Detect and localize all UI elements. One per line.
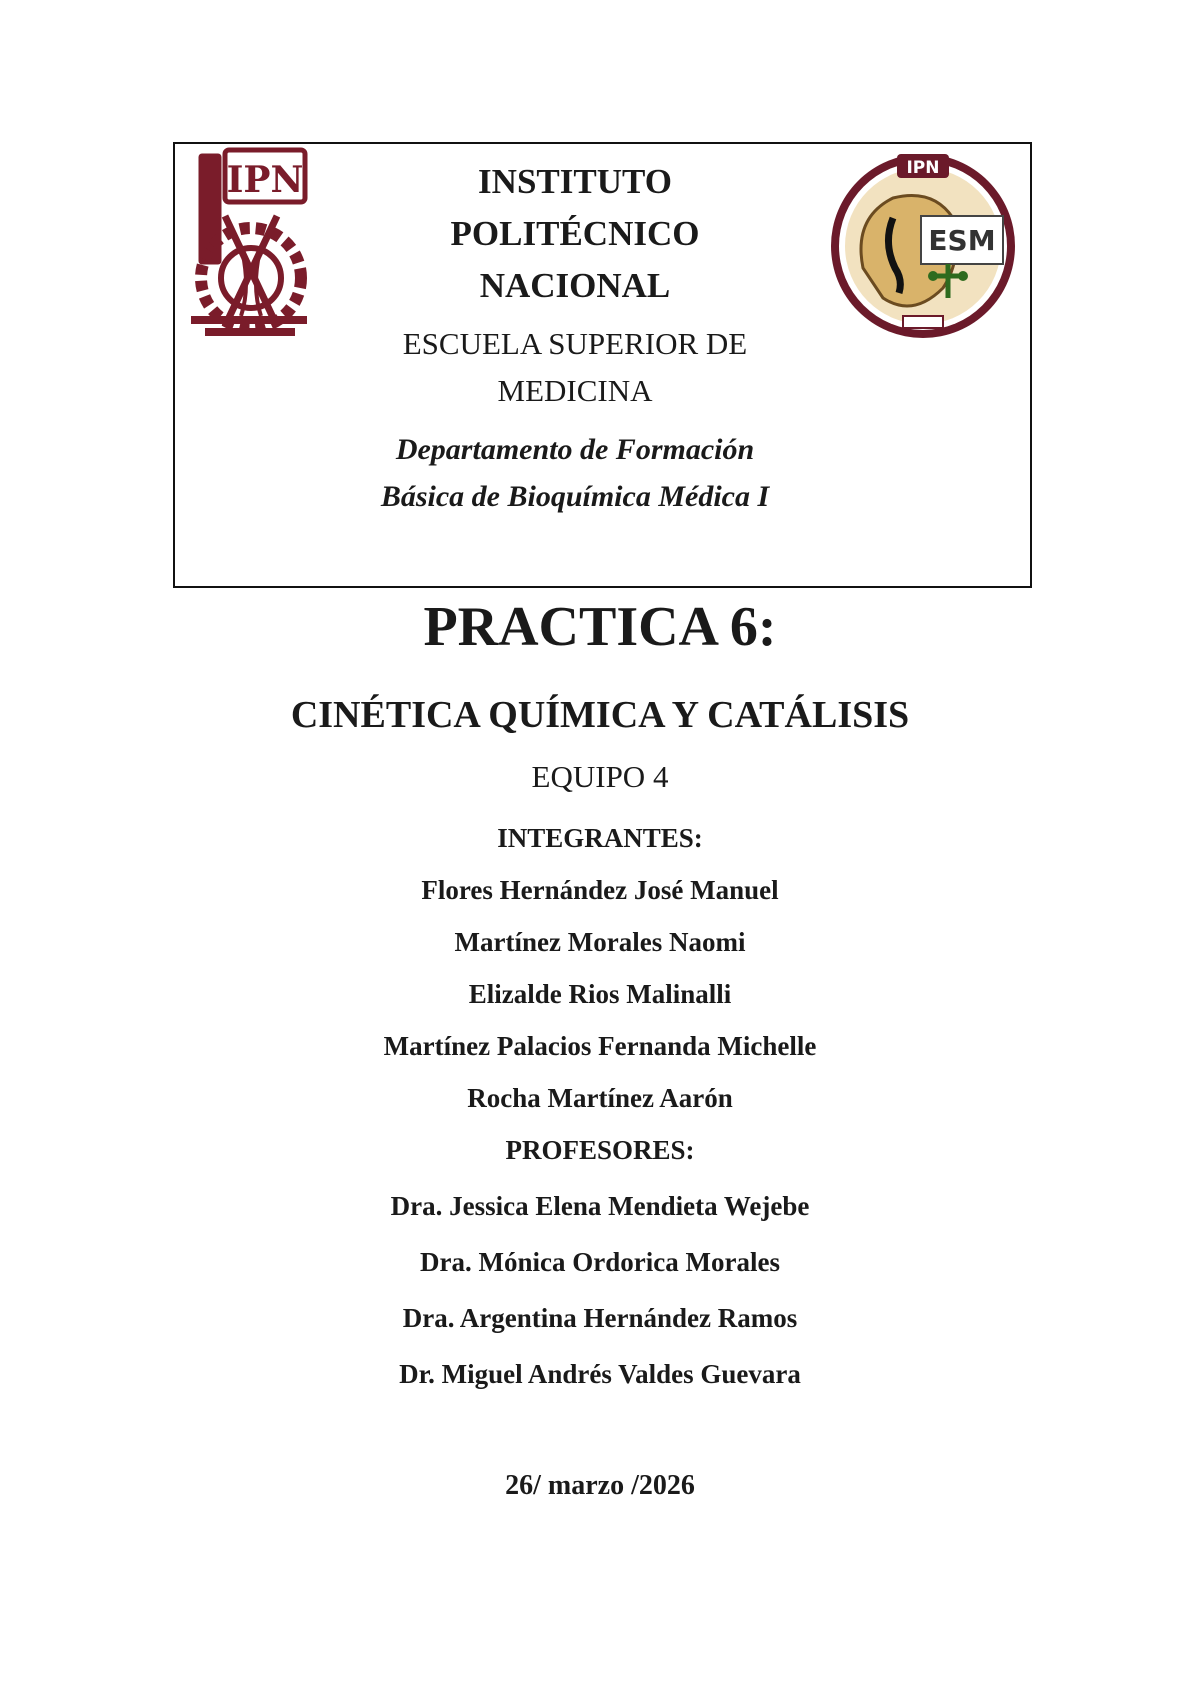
members-heading: INTEGRANTES: <box>497 823 703 853</box>
institute-line: INSTITUTO <box>478 162 672 201</box>
document-date: 26/ marzo /2026 <box>505 1470 695 1501</box>
professor-name: Dr. Miguel Andrés Valdes Guevara <box>399 1359 801 1389</box>
professor-name: Dra. Argentina Hernández Ramos <box>402 1303 798 1333</box>
member-name: Elizalde Rios Malinalli <box>468 979 732 1009</box>
member-name: Martínez Palacios Fernanda Michelle <box>383 1031 817 1061</box>
institute-line: POLITÉCNICO <box>450 214 700 253</box>
professor-name: Dra. Jessica Elena Mendieta Wejebe <box>390 1191 810 1221</box>
esm-logo-badge: IPN <box>906 158 940 178</box>
school-name <box>325 320 825 414</box>
member-name: Flores Hernández José Manuel <box>421 875 779 905</box>
professors-heading: PROFESORES: <box>505 1135 695 1165</box>
member-name: Rocha Martínez Aarón <box>467 1083 733 1113</box>
institute-name <box>325 156 825 312</box>
practice-title: PRACTICA 6: <box>423 596 777 658</box>
school-line: ESCUELA SUPERIOR DE <box>402 326 748 361</box>
ipn-logo-text: IPN <box>226 159 304 201</box>
esm-logo-text: ESM <box>928 224 996 257</box>
institute-line: NACIONAL <box>479 266 671 305</box>
institution-header-box <box>173 142 1032 588</box>
credits-list <box>0 812 1200 1404</box>
department-line: Departamento de Formación <box>395 433 755 466</box>
department-line: Básica de Bioquímica Médica I <box>380 480 770 513</box>
school-line: MEDICINA <box>497 373 653 408</box>
ipn-logo <box>185 146 313 346</box>
member-name: Martínez Morales Naomi <box>454 927 746 957</box>
professor-name: Dra. Mónica Ordorica Morales <box>420 1247 780 1277</box>
team-label: EQUIPO 4 <box>531 759 669 794</box>
practice-topic: CINÉTICA QUÍMICA Y CATÁLISIS <box>290 694 910 736</box>
esm-logo <box>823 148 1023 344</box>
department-name <box>275 426 875 520</box>
